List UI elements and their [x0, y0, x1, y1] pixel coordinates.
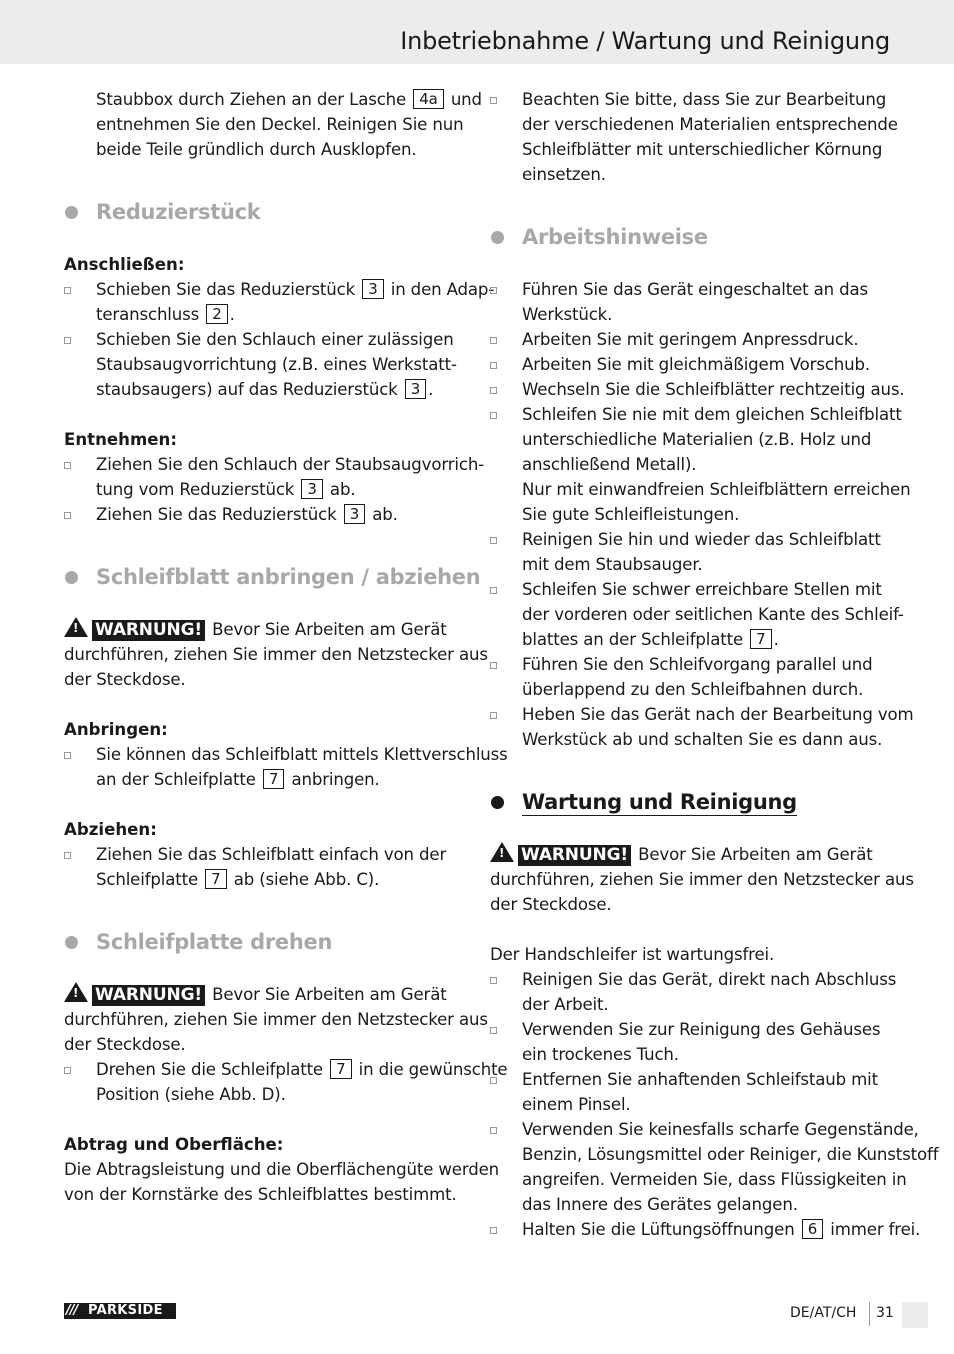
- list-item: Führen Sie das Gerät eingeschaltet an das Werkstück.: [490, 277, 890, 327]
- list-item: Führen Sie den Schleifvorgang parallel und überlappend zu den Schleifbahnen durch.: [490, 652, 890, 702]
- left-column: [64, 87, 508, 1207]
- list-item: Schleifen Sie nie mit dem gleichen Schleifblatt unterschiedliche Materialien (z.B. Holz und anschließend Metall). Nur mit einwandfreien Schleifblättern erreichen Sie gute Schleifleistungen.: [490, 402, 890, 527]
- subheading-entnehmen: Entnehmen:: [64, 430, 177, 449]
- warning-triangle-icon: !: [490, 842, 514, 862]
- list-item: Sie können das Schleifblatt mittels Klettverschluss an der Schleifplatte 7 anbringen.: [64, 742, 464, 792]
- list-item: Verwenden Sie zur Reinigung des Gehäuses ein trockenes Tuch.: [490, 1017, 890, 1067]
- footer-language: DE/AT/CH: [790, 1305, 857, 1321]
- list-item: Schleifen Sie schwer erreichbare Stellen mit der vorderen oder seitlichen Kante des Schleif- blattes an der Schleifplatte 7 .: [490, 577, 890, 652]
- warning-label: WARNUNG!: [92, 620, 205, 641]
- warning-paragraph: ! WARNUNG! Bevor Sie Arbeiten am Gerät durchführen, ziehen Sie immer den Netzstecker aus der Steckdose.: [490, 842, 890, 917]
- wartungsfrei-text: Der Handschleifer ist wartungsfrei.: [490, 945, 775, 964]
- list-item: Schieben Sie den Schlauch einer zulässigen Staubsaugvorrichtung (z.B. eines Werkstatt- staubsaugers) auf das Reduzierstück 3 .: [64, 327, 464, 402]
- heading-schleifplatte-drehen: Schleifplatte drehen: [64, 927, 464, 957]
- list-item: Reinigen Sie das Gerät, direkt nach Abschluss der Arbeit.: [490, 967, 890, 1017]
- intro-paragraph: Staubbox durch Ziehen an der Lasche 4a und entnehmen Sie den Deckel. Reinigen Sie nun beide Teile gründlich durch Ausklopfen.: [96, 90, 482, 159]
- list-item: Entfernen Sie anhaftenden Schleifstaub mit einem Pinsel.: [490, 1067, 890, 1117]
- footer-divider: [869, 1302, 870, 1326]
- heading-reduzierstueck: Reduzierstück: [64, 197, 464, 227]
- parkside-logo: [64, 1303, 176, 1319]
- warning-triangle-icon: !: [64, 982, 88, 1002]
- warning-paragraph: ! WARNUNG! Bevor Sie Arbeiten am Gerät durchführen, ziehen Sie immer den Netzstecker aus der Steckdose.: [64, 982, 464, 1057]
- list-item: Ziehen Sie das Schleifblatt einfach von der Schleifplatte 7 ab (siehe Abb. C).: [64, 842, 464, 892]
- page-number: 31: [876, 1305, 894, 1321]
- list-item: Verwenden Sie keinesfalls scharfe Gegenstände, Benzin, Lösungsmittel oder Reiniger, die Kunststoff angreifen. Vermeiden Sie, dass Flüssigkeiten in das Innere des Gerätes gelangen.: [490, 1117, 890, 1217]
- warning-label: WARNUNG!: [92, 985, 205, 1006]
- subheading-anbringen: Anbringen:: [64, 720, 168, 739]
- page-header: [0, 0, 954, 64]
- list-item: Beachten Sie bitte, dass Sie zur Bearbeitung der verschiedenen Materialien entsprechende Schleifblätter mit unterschiedlicher Körnung einsetzen.: [490, 87, 890, 187]
- heading-schleifblatt: Schleifblatt anbringen / abziehen: [64, 562, 464, 592]
- list-item: Schieben Sie das Reduzierstück 3 in den Adap- teranschluss 2 .: [64, 277, 464, 327]
- list-item: Arbeiten Sie mit gleichmäßigem Vorschub.: [490, 352, 890, 377]
- list-item: Reinigen Sie hin und wieder das Schleifblatt mit dem Staubsauger.: [490, 527, 890, 577]
- footer-tab: [902, 1302, 928, 1328]
- list-item: Halten Sie die Lüftungsöffnungen 6 immer frei.: [490, 1217, 890, 1242]
- heading-arbeitshinweise: Arbeitshinweise: [490, 222, 890, 252]
- page-title: Inbetriebnahme / Wartung und Reinigung: [400, 27, 890, 55]
- subheading-abtrag: Abtrag und Oberfläche:: [64, 1135, 284, 1154]
- list-item: Heben Sie das Gerät nach der Bearbeitung vom Werkstück ab und schalten Sie es dann aus.: [490, 702, 890, 752]
- warning-triangle-icon: !: [64, 617, 88, 637]
- list-item: Ziehen Sie das Reduzierstück 3 ab.: [64, 502, 464, 527]
- logo-text: PARKSIDE: [88, 1303, 163, 1318]
- list-item: Drehen Sie die Schleifplatte 7 in die gewünschte Position (siehe Abb. D).: [64, 1057, 464, 1107]
- abtrag-paragraph: Die Abtragsleistung und die Oberflächengüte werden von der Kornstärke des Schleifblattes bestimmt.: [64, 1160, 500, 1204]
- warning-label: WARNUNG!: [518, 845, 631, 866]
- list-item: Arbeiten Sie mit geringem Anpressdruck.: [490, 327, 890, 352]
- logo-stripes-icon: ///: [66, 1303, 78, 1318]
- list-item: Wechseln Sie die Schleifblätter rechtzeitig aus.: [490, 377, 890, 402]
- subheading-abziehen: Abziehen:: [64, 820, 157, 839]
- right-column: [490, 87, 939, 1242]
- list-item: Ziehen Sie den Schlauch der Staubsaugvorrich- tung vom Reduzierstück 3 ab.: [64, 452, 464, 502]
- warning-paragraph: ! WARNUNG! Bevor Sie Arbeiten am Gerät durchführen, ziehen Sie immer den Netzstecker aus der Steckdose.: [64, 617, 464, 692]
- ref-4a: 4a: [413, 89, 443, 109]
- subheading-anschliessen: Anschließen:: [64, 255, 185, 274]
- heading-wartung: Wartung und Reinigung: [490, 787, 890, 817]
